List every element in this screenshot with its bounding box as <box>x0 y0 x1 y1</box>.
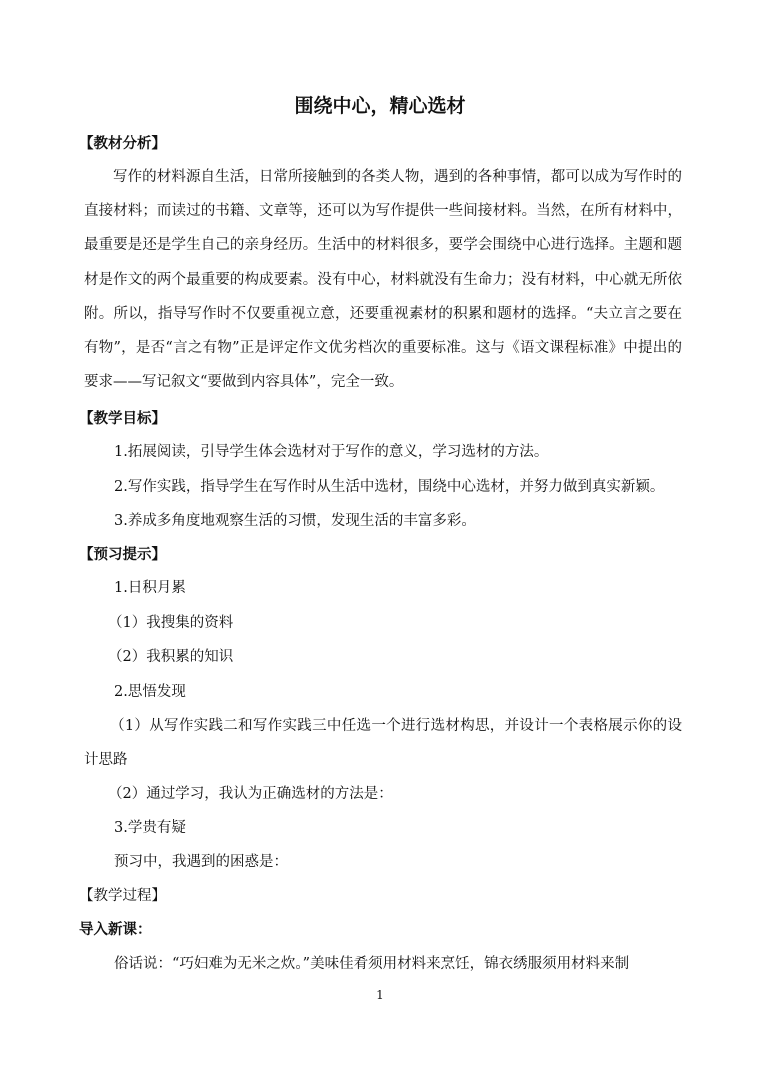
section-heading-process: 【教学过程】 <box>79 888 166 904</box>
preview-item-1-sub-1: （1）我搜集的资料 <box>108 615 234 631</box>
preview-item-1-sub-2: （2）我积累的知识 <box>108 649 234 665</box>
preview-item-1: 1.日积月累 <box>114 580 186 596</box>
analysis-paragraph: 写作的材料源自生活，日常所接触到的各类人物，遇到的各种事情，都可以成为写作时的直接材料；而读过的书籍、文章等，还可以为写作提供一些间接材料。当然，在所有材料中，最重要是还是学生自己的亲身经历。生活中的材料很多，要学会围绕中心进行选择。主题和题材是作文的两个最重要的构成要素。没有中心，材料就没有生命力；没有材料，中心就无所依附。所以，指导写作时不仅要重视立意，还要重视素材的积累和题材的选择。“夫立言之要在有物”，是否“言之有物”正是评定作文优劣档次的重要标准。这与《语文课程标准》中提出的要求——写记叙文“要做到内容具体”，完全一致。 <box>84 169 682 391</box>
preview-item-2: 2.思悟发现 <box>114 684 186 700</box>
goal-item-3: 3.养成多角度地观察生活的习惯，发现生活的丰富多彩。 <box>114 513 476 529</box>
preview-item-3-text: 预习中，我遇到的困惑是： <box>114 854 288 870</box>
page-number: 1 <box>376 988 384 1002</box>
preview-item-2-sub-1: （1）从写作实践二和写作实践三中任选一个进行选材构思，并设计一个表格展示你的设计思路 <box>84 718 682 768</box>
preview-item-2-sub-2: （2）通过学习，我认为正确选材的方法是： <box>108 786 393 802</box>
section-heading-preview: 【预习提示】 <box>79 547 166 563</box>
goal-item-2: 2.写作实践，指导学生在写作时从生活中选材，围绕中心选材，并努力做到真实新颖。 <box>114 479 665 495</box>
section-heading-analysis: 【教材分析】 <box>79 136 166 152</box>
document-title: 围绕中心，精心选材 <box>294 95 466 117</box>
goal-item-1: 1.拓展阅读，引导学生体会选材对于写作的意义，学习选材的方法。 <box>114 444 549 460</box>
section-subheading-intro: 导入新课： <box>79 922 152 938</box>
preview-item-3: 3.学贵有疑 <box>114 820 186 836</box>
section-heading-goals: 【教学目标】 <box>79 411 166 427</box>
process-intro-text: 俗话说：“巧妇难为无米之炊。”美味佳肴须用材料来烹饪，锦衣绣服须用材料来制 <box>114 956 630 972</box>
